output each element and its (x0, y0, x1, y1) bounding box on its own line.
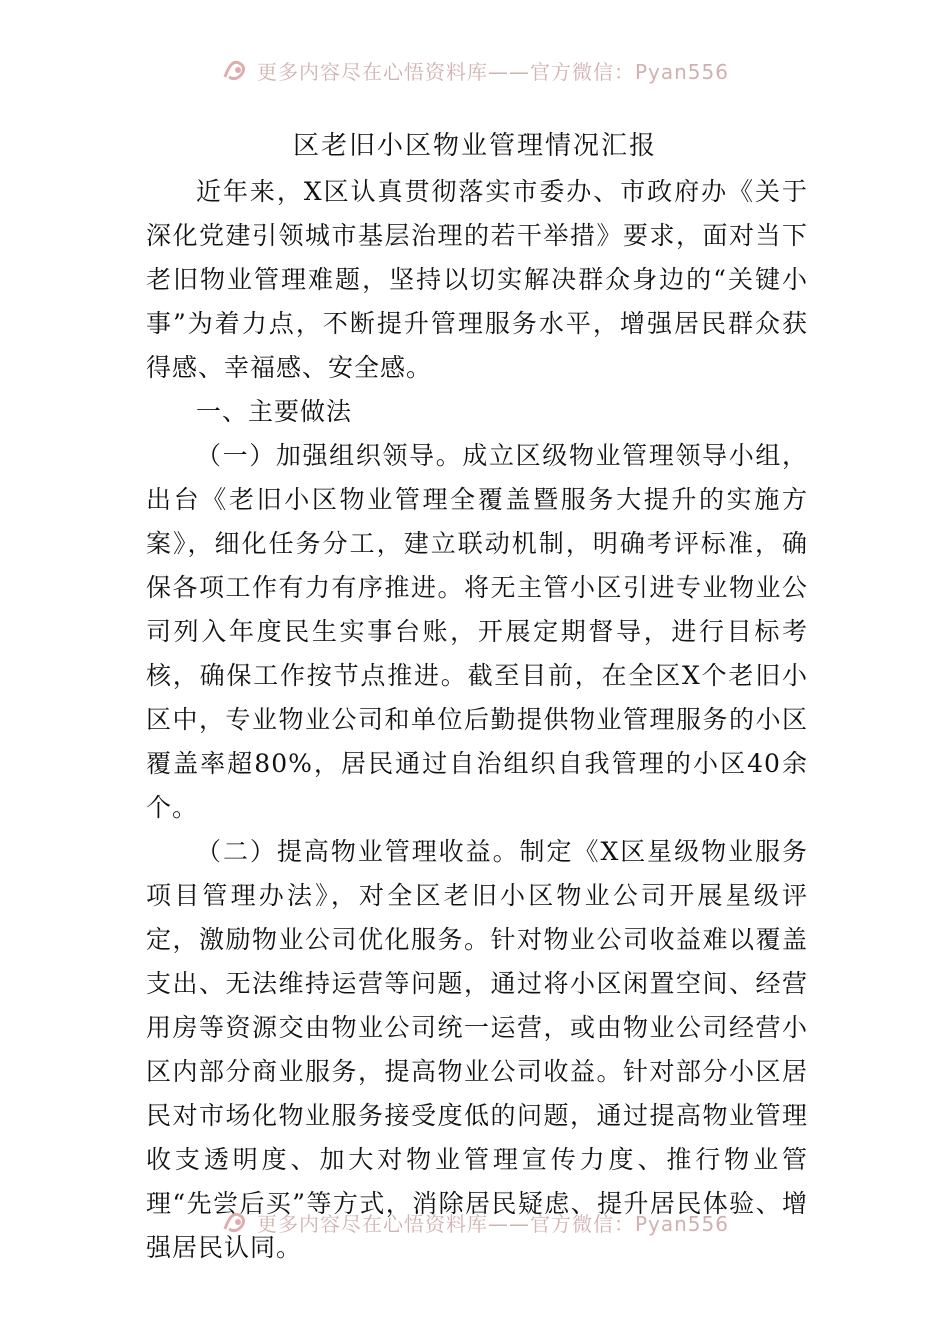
paragraph-property-revenue: （二）提高物业管理收益。制定《X区星级物业服务项目管理办法》，对全区老旧小区物业公司开展星级评定，激励物业公司优化服务。针对物业公司收益难以覆盖支出、无法维持运营等问题，通过将小区闲置空间、经营用房等资源交由物业公司统一运营，或由物业公司经营小区内部分商业服务，提高物业公司收益。针对部分小区居民对市场化物业服务接受度低的问题，通过提高物业管理收支透明度、加大对物业管理宣传力度、推行物业管理“先尝后买”等方式，消除居民疑虑、提升居民体验、增强居民认同。 (146, 837, 808, 1262)
document-body (146, 170, 808, 1270)
watermark-logo-icon (221, 1209, 251, 1235)
section-heading-main-practices: 一、主要做法 (196, 397, 353, 426)
header-watermark (0, 54, 950, 86)
footer-watermark (0, 1206, 950, 1238)
watermark-text: 更多内容尽在心悟资料库——官方微信：Pyan556 (256, 59, 729, 84)
paragraph-organization-leadership: （一）加强组织领导。成立区级物业管理领导小组，出台《老旧小区物业管理全覆盖暨服务大提升的实施方案》，细化任务分工，建立联动机制，明确考评标准，确保各项工作有力有序推进。将无主管小区引进专业物业公司列入年度民生实事台账，开展定期督导，进行目标考核，确保工作按节点推进。截至目前，在全区X个老旧小区中，专业物业公司和单位后勤提供物业管理服务的小区覆盖率超80%，居民通过自治组织自我管理的小区40余个。 (146, 441, 808, 822)
intro-paragraph: 近年来，X区认真贯彻落实市委办、市政府办《关于深化党建引领城市基层治理的若干举措》要求，面对当下老旧物业管理难题，坚持以切实解决群众身边的“关键小事”为着力点，不断提升管理服务水平，增强居民群众获得感、幸福感、安全感。 (146, 177, 808, 382)
watermark-logo-icon (221, 57, 251, 83)
document-title: 区老旧小区物业管理情况汇报 (292, 131, 657, 161)
watermark-text: 更多内容尽在心悟资料库——官方微信：Pyan556 (256, 1211, 729, 1236)
